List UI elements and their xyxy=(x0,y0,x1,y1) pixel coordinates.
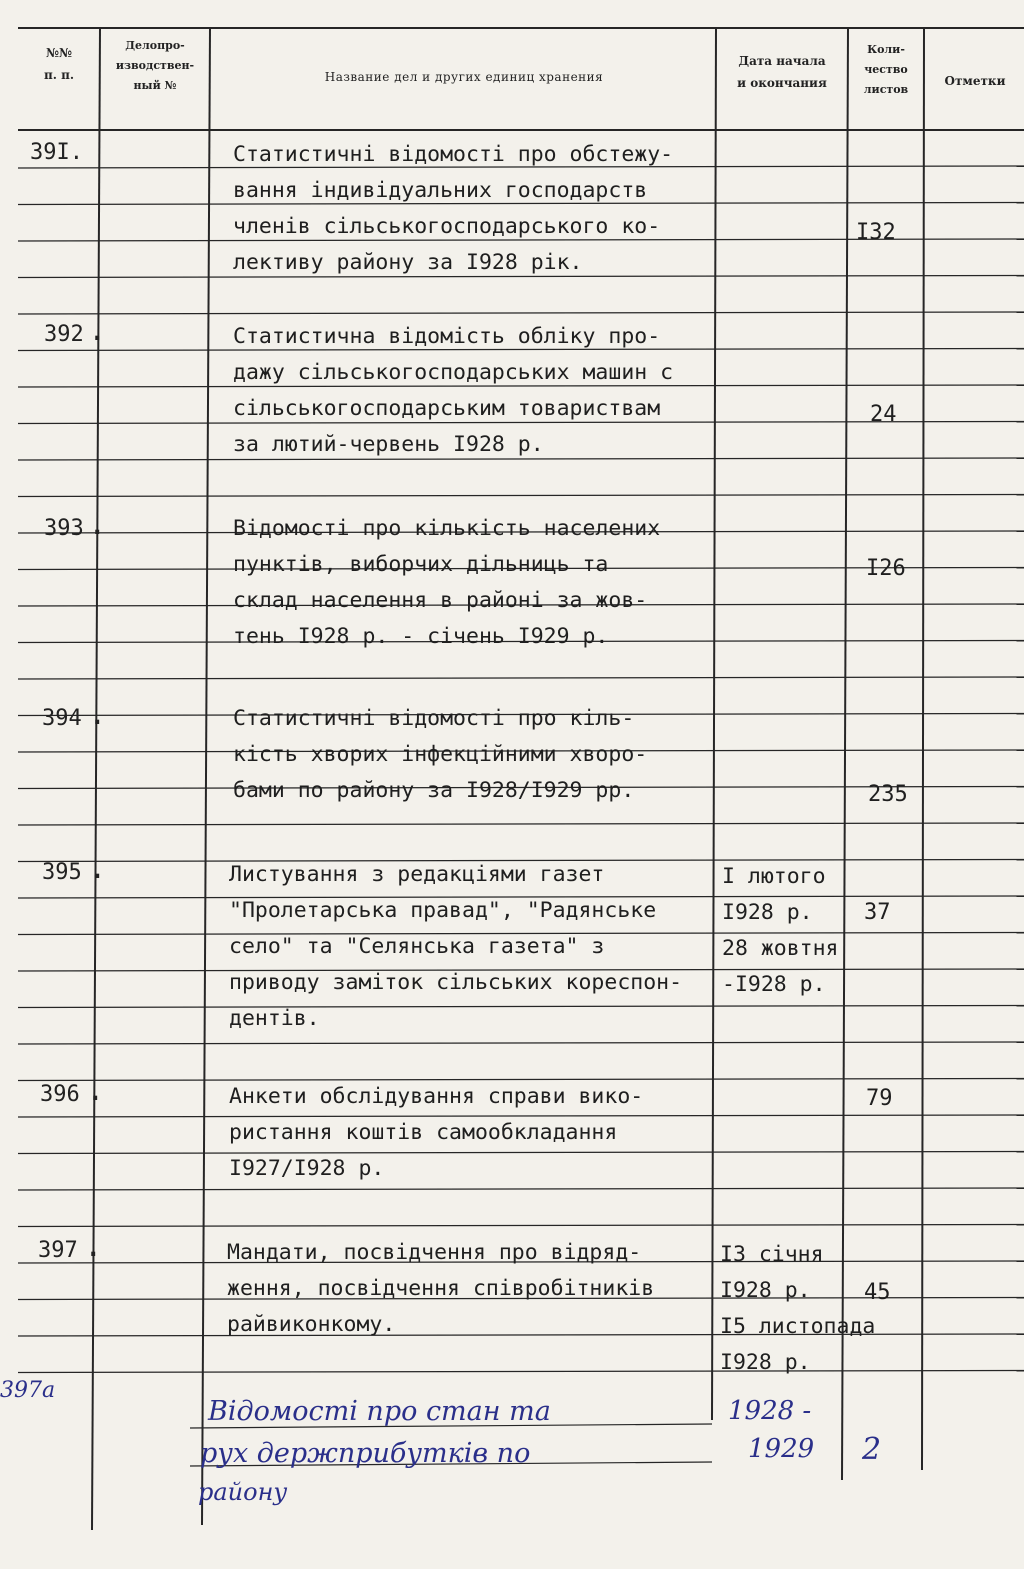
entry-date-line: I928 р. xyxy=(722,900,813,925)
entry-sheet-count: 235 xyxy=(868,782,908,807)
entry-title-line: дентів. xyxy=(229,1006,320,1031)
entry-sheet-count: I26 xyxy=(866,556,906,581)
entry-date-line: I5 листопада xyxy=(720,1314,876,1339)
entry-number: 393 xyxy=(44,516,84,541)
entry-date-line: -I928 р. xyxy=(722,972,826,997)
entry-title-line: вання індивідуальних господарств xyxy=(233,178,648,203)
entry-date-line: I928 р. xyxy=(720,1278,811,1303)
entry-sheet-count: 37 xyxy=(864,900,891,925)
row-rule xyxy=(18,677,1024,679)
entry-title-line: райвиконкому. xyxy=(227,1312,396,1337)
header-dates: Дата начала и окончания xyxy=(737,54,827,90)
row-rule xyxy=(18,1006,1024,1008)
header-sheet-count: Коли- чество листов xyxy=(863,43,909,96)
entry-number: 394 xyxy=(42,706,82,731)
entry-number: 39I. xyxy=(30,140,83,165)
row-rule xyxy=(18,1152,1024,1154)
entry-date-line: I3 січня xyxy=(720,1242,824,1267)
handwritten-sheet-count: 2 xyxy=(862,1432,882,1467)
handwritten-date-line: 1929 xyxy=(748,1434,815,1464)
header-title: Название дел и других единиц хранения xyxy=(324,70,604,84)
handwritten-date-line: 1928 - xyxy=(728,1396,812,1426)
handwritten-title-line: Відомості про стан та xyxy=(208,1396,551,1427)
header-notes: Отметки xyxy=(944,74,1006,88)
entry-date-line: I928 р. xyxy=(720,1350,811,1375)
dot-mark: . xyxy=(90,856,105,884)
entry-title-line: лективу району за I928 рік. xyxy=(233,250,583,275)
row-rule xyxy=(18,823,1024,825)
header-number: №№ п. п. xyxy=(43,46,75,82)
entry-title-line: приводу заміток сільських кореспон- xyxy=(229,970,683,995)
dot-mark: . xyxy=(88,1078,103,1106)
column-rule xyxy=(842,28,848,1480)
entry-number: 397 xyxy=(38,1238,78,1263)
entry-title-line: Статистична відомість обліку про- xyxy=(233,324,661,349)
entry-title-line: I927/I928 р. xyxy=(229,1156,385,1181)
dot-mark: . xyxy=(86,1234,101,1262)
entry-title-line: членів сільськогосподарського ко- xyxy=(233,214,661,239)
row-rule xyxy=(18,1225,1024,1227)
entry-sheet-count: 79 xyxy=(866,1086,893,1111)
entry-title-line: Мандати, посвідчення про відряд- xyxy=(227,1240,642,1265)
entry-number: 395 xyxy=(42,860,82,885)
entry-title-line: склад населення в районі за жов- xyxy=(233,588,648,613)
entry-number: 392 xyxy=(44,322,84,347)
handwritten-entry-number: 397а xyxy=(0,1378,56,1403)
entry-title-line: Анкети обслідування справи вико- xyxy=(229,1084,644,1109)
row-rule xyxy=(18,495,1024,497)
row-rule xyxy=(18,385,1024,387)
column-rule xyxy=(92,28,100,1530)
entry-date-line: 28 жовтня xyxy=(722,936,839,961)
entry-title-line: дажу сільськогосподарських машин с xyxy=(233,360,674,385)
entry-number: 396 xyxy=(40,1082,80,1107)
row-rule xyxy=(18,1188,1024,1190)
row-rule xyxy=(18,1042,1024,1044)
entry-title-line: Статистичні відомості про обстежу- xyxy=(233,142,674,167)
row-rule xyxy=(18,312,1024,314)
entry-title-line: Листування з редакціями газет xyxy=(229,862,605,887)
row-rule xyxy=(18,1115,1024,1117)
row-rule xyxy=(18,1371,1024,1373)
entry-title-line: за лютий-червень I928 р. xyxy=(233,432,544,457)
entry-title-line: село" та "Селянська газета" з xyxy=(229,934,605,959)
entry-sheet-count: I32 xyxy=(856,220,896,245)
row-rule xyxy=(18,1079,1024,1081)
handwritten-title-line: рух держприбутків по xyxy=(200,1438,531,1469)
dot-mark: . xyxy=(90,702,105,730)
entry-title-line: ження, посвідчення співробітників xyxy=(227,1276,655,1301)
header-office-number: Делопро- изводствен- ный № xyxy=(115,39,195,92)
entry-title-line: сільськогосподарським товариствам xyxy=(233,396,661,421)
entry-title-line: бами по району за I928/I929 рр. xyxy=(233,778,635,803)
entry-title-line: Статистичні відомості про кіль- xyxy=(233,706,635,731)
column-rule xyxy=(202,28,210,1525)
row-rule xyxy=(18,276,1024,278)
dot-mark: . xyxy=(90,318,105,346)
column-rule xyxy=(922,28,924,1470)
entry-title-line: Відомості про кількість населених xyxy=(233,516,661,541)
entry-sheet-count: 24 xyxy=(870,402,897,427)
entry-title-line: "Пролетарська правад", "Радянське xyxy=(229,898,657,923)
entry-title-line: тень I928 р. - січень I929 р. xyxy=(233,624,609,649)
row-rule xyxy=(18,458,1024,460)
dot-mark: . xyxy=(90,512,105,540)
entry-date-line: I лютого xyxy=(722,864,826,889)
entry-title-line: ристання коштів самообкладання xyxy=(229,1120,618,1145)
column-rule xyxy=(712,28,716,1420)
entry-title-line: кість хворих інфекційними хворо- xyxy=(233,742,648,767)
handwritten-title-line: району xyxy=(198,1478,288,1506)
entry-title-line: пунктів, виборчих дільниць та xyxy=(233,552,609,577)
entry-sheet-count: 45 xyxy=(864,1280,891,1305)
